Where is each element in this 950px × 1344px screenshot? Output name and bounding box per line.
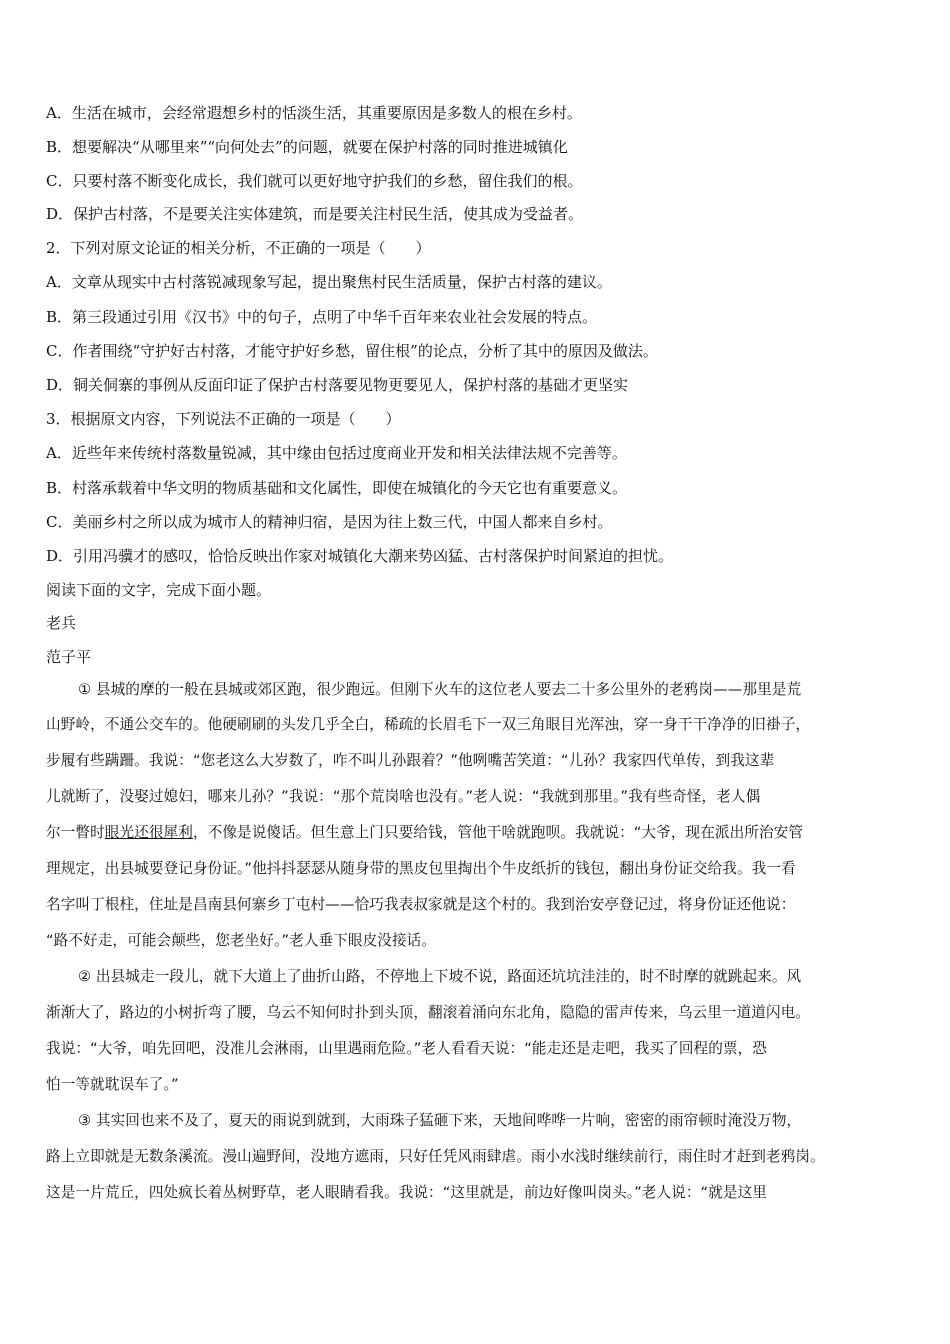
story-p1-line-6: 理规定，出县城要登记身份证。”他抖抖瑟瑟从随身带的黑皮包里掏出个牛皮纸折的钱包，翻出身份证交给我。我一看 <box>46 860 796 877</box>
q3-option-a: A．近些年来传统村落数量锐减，其中缘由包括过度商业开发和相关法律法规不完善等。 <box>46 444 627 462</box>
story-text: 尔一瞥时 <box>46 824 105 841</box>
story-p1-line-2: 山野岭，不通公交车的。他硬刷刷的头发几乎全白，稀疏的长眉毛下一双三角眼目光浑浊，穿一身干干净净的旧褂子， <box>46 716 811 733</box>
story-p2-line-3: 我说：“大爷，咱先回吧，没准儿会淋雨，山里遇雨危险。”老人看看天说：“能走还是走吧，我买了回程的票，恐 <box>46 1040 767 1057</box>
q2-option-d: D．铜关侗寨的事例从反面印证了保护古村落要见物更要见人，保护村落的基础才更坚实 <box>46 376 629 394</box>
story-p2-line-2: 渐渐大了，路边的小树折弯了腰，乌云不知何时扑到头顶，翻滚着涌向东北角，隐隐的雷声传来，乌云里一道道闪电。 <box>46 1004 811 1021</box>
q2-stem: 2．下列对原文论证的相关分析，不正确的一项是（ ） <box>46 239 431 257</box>
story-p3-line-2: 路上立即就是无数条溪流。漫山遍野间，没地方遮雨，只好任凭风雨肆虐。雨小水浅时继续前行，雨住时才赶到老鸦岗。 <box>46 1148 825 1165</box>
story-p2-line-1: ② 出县城走一段儿，就下大道上了曲折山路，不停地上下坡不说，路面还坑坑洼洼的，时不时摩的就跳起来。风 <box>78 968 802 985</box>
q3-option-d: D．引用冯骥才的感叹，恰恰反映出作家对城镇化大潮来势凶猛、古村落保护时间紧迫的担忧。 <box>46 547 674 565</box>
q2-option-a: A．文章从现实中古村落锐减现象写起，提出聚焦村民生活质量，保护古村落的建议。 <box>46 273 612 291</box>
story-p1-line-3: 步履有些蹒跚。我说：“您老这么大岁数了，咋不叫儿孙跟着？”他咧嘴苦笑道：“儿孙？我家四代单传，到我这辈 <box>46 752 775 769</box>
story-p1-line-5 <box>46 822 906 844</box>
story-p2-line-4: 怕一等就耽误车了。” <box>46 1076 179 1093</box>
q1-option-d: D．保护古村落，不是要关注实体建筑，而是要关注村民生活，使其成为受益者。 <box>46 205 584 223</box>
q2-option-b: B．第三段通过引用《汉书》中的句子，点明了中华千百年来农业社会发展的特点。 <box>46 308 598 326</box>
q3-option-c: C．美丽乡村之所以成为城市人的精神归宿，是因为往上数三代，中国人都来自乡村。 <box>46 513 613 531</box>
story-p1-line-7: 名字叫丁根柱，住址是昌南县何寨乡丁屯村——恰巧我表叔家就是这个村的。我到治安亭登记过，将身份证还他说： <box>46 896 796 913</box>
reading-instruction: 阅读下面的文字，完成下面小题。 <box>46 581 272 599</box>
story-p1-line-1: ① 县城的摩的一般在县城或郊区跑，很少跑远。但刚下火车的这位老人要去二十多公里外的老鸦岗——那里是荒 <box>78 681 802 698</box>
q1-option-c: C．只要村落不断变化成长，我们就可以更好地守护我们的乡愁，留住我们的根。 <box>46 172 583 190</box>
story-p1-line-4: 儿就断了，没娶过媳妇，哪来儿孙？”我说：“那个荒岗啥也没有。”老人说：“我就到那里。”我有些奇怪，老人偶 <box>46 788 761 805</box>
underlined-phrase: 眼光还很犀利 <box>104 824 193 841</box>
story-p3-line-3: 这是一片荒丘，四处疯长着丛树野草，老人眼睛看我。我说：“这里就是，前边好像叫岗头。”老人说：“就是这里 <box>46 1184 767 1201</box>
q1-option-a: A．生活在城市，会经常遐想乡村的恬淡生活，其重要原因是多数人的根在乡村。 <box>46 104 582 122</box>
story-p3-line-1: ③ 其实回也来不及了，夏天的雨说到就到，大雨珠子猛砸下来，天地间哗哗一片响，密密的雨帘顿时淹没万物， <box>78 1112 802 1129</box>
story-p1-line-8: “路不好走，可能会颠些，您老坐好。”老人垂下眼皮没接话。 <box>46 932 437 949</box>
story-author: 范子平 <box>46 648 92 666</box>
story-title: 老兵 <box>46 614 77 632</box>
q3-stem: 3．根据原文内容，下列说法不正确的一项是（ ） <box>46 410 401 428</box>
q1-option-b: B．想要解决“从哪里来”“向何处去”的问题，就要在保护村落的同时推进城镇化 <box>46 138 568 156</box>
q3-option-b: B．村落承载着中华文明的物质基础和文化属性，即使在城镇化的今天它也有重要意义。 <box>46 479 628 497</box>
q2-option-c: C．作者围绕“守护好古村落，才能守护好乡愁，留住根”的论点，分析了其中的原因及做法。 <box>46 342 658 360</box>
story-text: ，不像是说傻话。但生意上门只要给钱，管他干啥就跑呗。我就说：“大爷，现在派出所治安管 <box>192 824 804 841</box>
